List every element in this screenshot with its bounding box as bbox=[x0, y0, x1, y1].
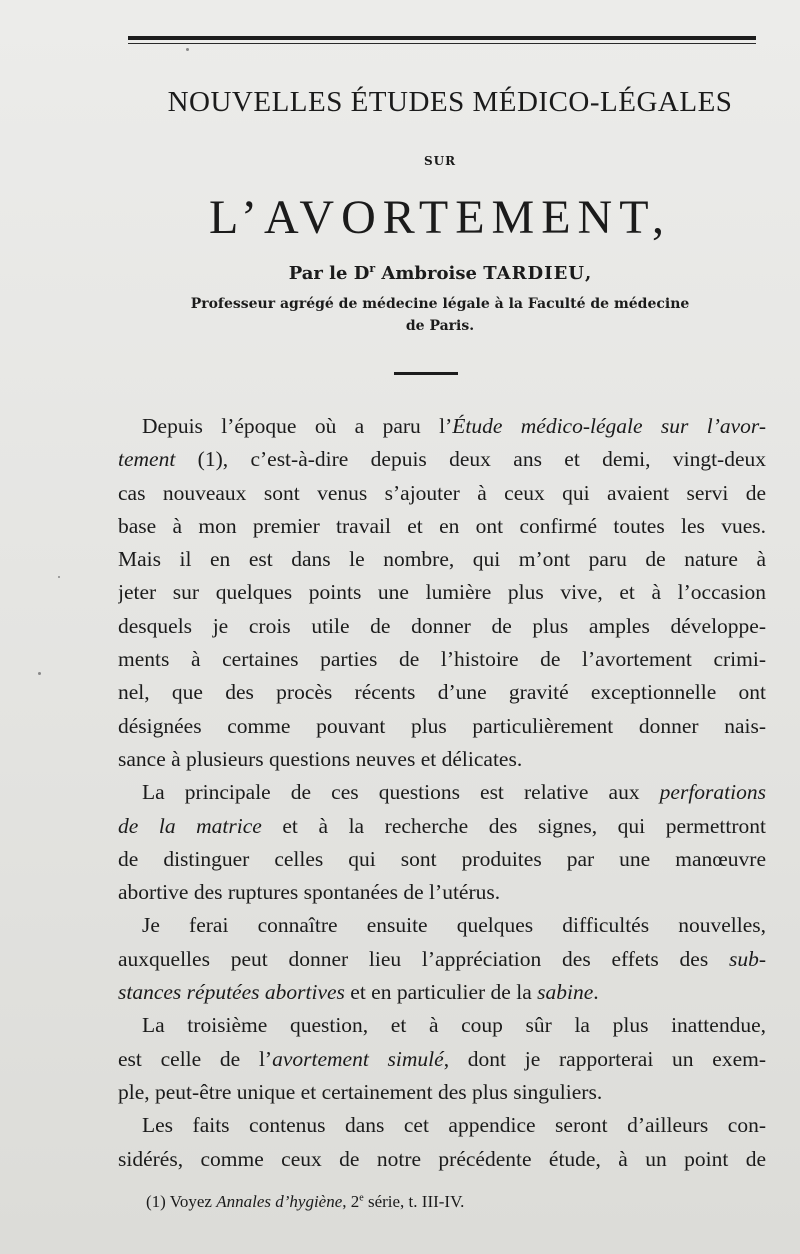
affiliation-line-2: de Paris. bbox=[405, 318, 475, 334]
author-title-sup: r bbox=[369, 262, 376, 275]
body-text bbox=[118, 410, 766, 1176]
body-line: Mais il en est dans le nombre, qui m’ont paru de nature à bbox=[118, 547, 766, 572]
body-line: base à mon premier travail et en ont confirmé toutes les vues. bbox=[118, 513, 766, 538]
body-line: tement (1), c’est-à-dire depuis deux ans et demi, vingt-deux bbox=[118, 447, 766, 472]
author-prefix: Par le D bbox=[288, 263, 370, 284]
subject-title: L’AVORTEMENT, bbox=[209, 191, 671, 244]
body-line: stances réputées abortives et en particulier de la sabine. bbox=[118, 980, 599, 1005]
body-line: ple, peut-être unique et certainement des plus singuliers. bbox=[118, 1079, 603, 1104]
body-line: nel, que des procès récents d’une gravité exceptionnelle ont bbox=[118, 680, 766, 705]
author-surname: TARDIEU bbox=[483, 263, 585, 284]
body-line: abortive des ruptures spontanées de l’utérus. bbox=[118, 880, 501, 905]
footnote-marker: (1) bbox=[146, 1192, 166, 1211]
body-line: Je ferai connaître ensuite quelques difficultés nouvelles, bbox=[142, 913, 766, 938]
print-speck bbox=[58, 576, 60, 578]
print-speck bbox=[186, 48, 189, 51]
footnote: (1) Voyez Annales d’hygiène, 2e série, t. III-IV. bbox=[146, 1192, 465, 1211]
footnote-before: Voyez bbox=[169, 1192, 212, 1211]
author-suffix: , bbox=[585, 263, 592, 284]
body-line: cas nouveaux sont venus s’ajouter à ceux qui avaient servi de bbox=[118, 480, 766, 505]
body-line: ments à certaines parties de l’histoire de l’avortement crimi- bbox=[118, 647, 766, 672]
body-line: La principale de ces questions est relative aux perforations bbox=[142, 780, 766, 805]
body-line: Depuis l’époque où a paru l’Étude médico-légale sur l’avor- bbox=[142, 414, 766, 438]
main-title: NOUVELLES ÉTUDES MÉDICO-LÉGALES bbox=[167, 86, 733, 118]
body-line: est celle de l’avortement simulé, dont je rapporterai un exem- bbox=[118, 1046, 766, 1071]
body-line: sidérés, comme ceux de notre précédente étude, à un point de bbox=[118, 1146, 766, 1171]
footnote-after: série, t. III-IV. bbox=[367, 1192, 465, 1211]
print-speck bbox=[38, 672, 41, 675]
body-line: La troisième question, et à coup sûr la plus inattendue, bbox=[142, 1013, 766, 1038]
body-line: désignées comme pouvant plus particulièrement donner nais- bbox=[118, 713, 766, 738]
body-line: de la matrice et à la recherche des signes, qui permettront bbox=[118, 813, 766, 838]
footnote-series-sup: e bbox=[359, 1192, 364, 1204]
top-rule-thick bbox=[128, 36, 756, 40]
top-rule-thin bbox=[128, 43, 756, 44]
body-line: jeter sur quelques points une lumière plus vive, et à l’occasion bbox=[118, 580, 766, 605]
affiliation-line-1: Professeur agrégé de médecine légale à la Faculté de médecine bbox=[190, 296, 690, 312]
section-divider bbox=[394, 372, 458, 375]
body-line: auxquelles peut donner lieu l’appréciation des effets des sub- bbox=[118, 946, 766, 971]
title-connector: SUR bbox=[423, 154, 457, 168]
body-line: desquels je crois utile de donner de plus amples développe- bbox=[118, 613, 766, 638]
footnote-series-num: 2 bbox=[350, 1192, 360, 1211]
author-first-name: Ambroise bbox=[381, 263, 477, 284]
author-line bbox=[130, 262, 750, 284]
body-line: Les faits contenus dans cet appendice seront d’ailleurs con- bbox=[142, 1113, 766, 1138]
footnote-journal: Annales d’hygiène bbox=[216, 1192, 343, 1211]
body-line: de distinguer celles qui sont produites par une manœuvre bbox=[118, 846, 766, 871]
body-line: sance à plusieurs questions neuves et délicates. bbox=[118, 746, 523, 771]
